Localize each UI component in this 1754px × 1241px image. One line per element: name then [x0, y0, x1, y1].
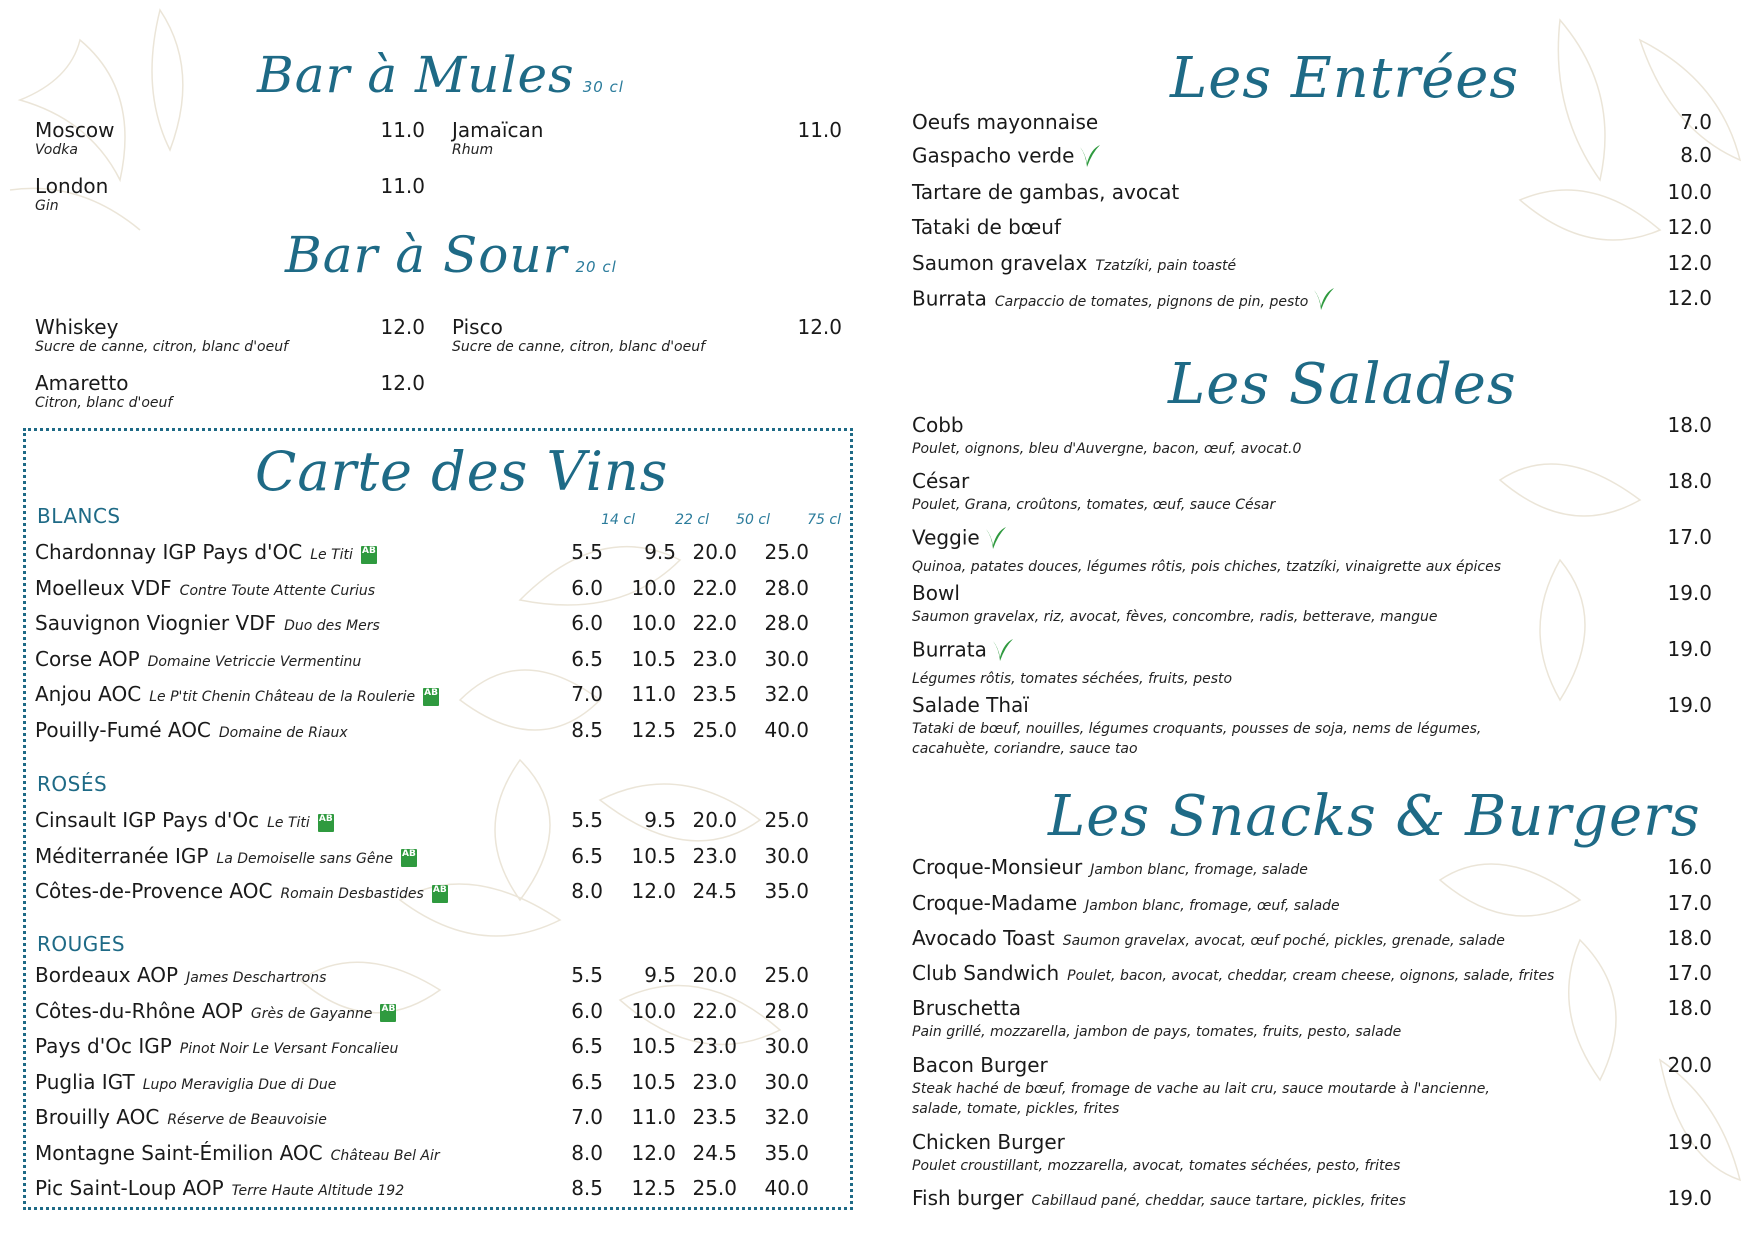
item-price: 19.0: [1667, 693, 1712, 717]
wine-name: [35, 576, 375, 600]
item-desc: Tzatzíki, pain toasté: [1095, 258, 1237, 274]
item-name: Pisco: [452, 315, 503, 339]
item-desc: Jambon blanc, fromage, salade: [1090, 862, 1308, 878]
wine-price: 20.0: [692, 540, 737, 564]
mule-jamaican: [452, 118, 842, 158]
item-price: 20.0: [1667, 1053, 1712, 1077]
item-price: 18.0: [1667, 469, 1712, 493]
wine-price: 25.0: [764, 963, 809, 987]
wine-price: 30.0: [764, 843, 809, 868]
sour-pisco: [452, 315, 842, 355]
item-desc: Poulet croustillant, mozzarella, avocat, tomates séchées, pesto, frites: [912, 1158, 1401, 1174]
wine-name: [35, 879, 448, 903]
menu-item: [912, 251, 1712, 275]
item-name: Croque-Monsieur: [912, 855, 1083, 879]
wine-price: 25.0: [764, 808, 809, 832]
item-name: Moscow: [35, 118, 115, 142]
wine-row: [35, 999, 835, 1029]
wine-price: 23.0: [692, 1069, 737, 1094]
wine-price: 7.0: [571, 682, 603, 706]
wine-price: 11.0: [631, 682, 676, 706]
wine-price: 10.5: [631, 843, 676, 868]
item-desc: Cabillaud pané, cheddar, sauce tartare, pickles, frites: [1031, 1193, 1406, 1209]
item-name: Oeufs mayonnaise: [912, 110, 1099, 134]
wine-price: 23.0: [692, 646, 737, 671]
wine-label: Moelleux VDF: [35, 575, 172, 600]
sour-title: Bar à Sour 20 cl: [285, 226, 617, 284]
wine-price: 20.0: [692, 808, 737, 832]
wine-price: 6.5: [571, 1069, 603, 1094]
item-price: 19.0: [1667, 1186, 1712, 1210]
wine-row: [35, 1105, 835, 1135]
item-name: Bowl: [912, 581, 960, 605]
sour-amaretto: [35, 371, 425, 411]
menu-item: [912, 1186, 1712, 1210]
wine-price: 10.0: [631, 611, 676, 635]
item-name: Saumon gravelax: [912, 251, 1088, 275]
item-price: 12.0: [380, 371, 425, 395]
wine-producer: La Demoiselle sans Gêne: [216, 850, 393, 867]
wine-price: 22.0: [692, 575, 737, 600]
wine-price: 9.5: [644, 963, 676, 987]
item-name: Tataki de bœuf: [912, 215, 1061, 239]
item-price: 12.0: [1667, 251, 1712, 275]
item-name: Bacon Burger: [912, 1053, 1048, 1077]
wine-label: Côtes-de-Provence AOC: [35, 879, 273, 903]
item-name: Gaspacho verde: [912, 143, 1075, 168]
wine-label: Bordeaux AOP: [35, 963, 179, 987]
wine-label: Côtes-du-Rhône AOP: [35, 998, 243, 1023]
mule-moscow: [35, 118, 425, 158]
wine-price: 8.5: [571, 717, 603, 742]
wine-price: 28.0: [764, 998, 809, 1023]
item-name: Burrata: [912, 637, 987, 662]
item-name: Avocado Toast: [912, 926, 1055, 950]
organic-ab-icon: AB: [423, 688, 439, 706]
wine-row: [35, 682, 835, 712]
menu-item: [912, 996, 1712, 1042]
wine-label: Pic Saint-Loup AOP: [35, 1176, 224, 1200]
item-name: Bruschetta: [912, 996, 1021, 1020]
wine-producer: Le P'tit Chenin Château de la Roulerie: [149, 689, 416, 705]
wine-price: 22.0: [692, 998, 737, 1023]
wine-price: 22.0: [692, 611, 737, 635]
item-desc: Légumes rôtis, tomates séchées, fruits, pesto: [912, 671, 1233, 687]
item-price: 11.0: [380, 118, 425, 142]
vegetarian-leaf-icon: [1312, 286, 1336, 316]
column-head-75cl: 75 cl: [807, 512, 841, 528]
column-head-14cl: 14 cl: [601, 512, 635, 528]
wine-producer: Domaine de Riaux: [218, 724, 348, 741]
item-desc: Jambon blanc, fromage, œuf, salade: [1085, 898, 1340, 914]
wine-label: Corse AOP: [35, 646, 140, 671]
item-price: 18.0: [1667, 996, 1712, 1020]
mules-title: Bar à Mules 30 cl: [257, 46, 624, 104]
wine-producer: Contre Toute Attente Curius: [179, 582, 376, 599]
item-price: 7.0: [1680, 110, 1712, 134]
item-name: Fish burger: [912, 1186, 1024, 1210]
wine-row: [35, 611, 835, 641]
wine-producer: Le Titi: [267, 815, 310, 831]
wine-producer: Château Bel Air: [330, 1147, 440, 1164]
wine-price: 32.0: [764, 1105, 809, 1129]
item-price: 18.0: [1667, 926, 1712, 950]
wine-price: 23.5: [692, 682, 737, 706]
item-price: 17.0: [1667, 891, 1712, 915]
wine-name: [35, 718, 348, 742]
item-desc: Citron, blanc d'oeuf: [35, 395, 173, 411]
item-desc: Vodka: [35, 142, 78, 158]
wine-row: [35, 1070, 835, 1100]
organic-ab-icon: AB: [361, 546, 377, 564]
item-desc: Poulet, bacon, avocat, cheddar, cream cheese, oignons, salade, frites: [1067, 968, 1555, 984]
wine-price: 23.5: [692, 1105, 737, 1129]
item-price: 17.0: [1667, 961, 1712, 985]
wine-row: [35, 844, 835, 874]
wine-label: Montagne Saint-Émilion AOC: [35, 1140, 323, 1165]
wine-price: 6.0: [571, 998, 603, 1023]
wine-producer: Grès de Gayanne: [250, 1005, 373, 1022]
item-desc: Poulet, Grana, croûtons, tomates, œuf, sauce César: [912, 497, 1276, 513]
organic-ab-icon: AB: [380, 1004, 396, 1022]
menu-item: [912, 1053, 1712, 1119]
menu-item: [912, 637, 1712, 689]
wine-price: 6.5: [571, 1034, 603, 1058]
item-price: 11.0: [380, 174, 425, 198]
wine-price: 20.0: [692, 963, 737, 987]
wine-row: [35, 1034, 835, 1064]
item-name: Croque-Madame: [912, 891, 1078, 915]
wine-name: [35, 963, 326, 987]
item-desc: Pain grillé, mozzarella, jambon de pays, tomates, fruits, pesto, salade: [912, 1024, 1402, 1040]
wine-row: [35, 1176, 835, 1206]
item-name: Chicken Burger: [912, 1130, 1065, 1154]
wine-producer: Domaine Vetriccie Vermentinu: [147, 653, 362, 670]
organic-ab-icon: AB: [432, 885, 448, 903]
organic-ab-icon: AB: [401, 849, 417, 867]
wine-row: [35, 540, 835, 570]
menu-item: [912, 469, 1712, 515]
wine-price: 6.5: [571, 843, 603, 868]
vegetarian-leaf-icon: [984, 525, 1008, 555]
wine-price: 10.0: [631, 998, 676, 1023]
wine-price: 12.5: [631, 1176, 676, 1200]
wine-price: 6.0: [571, 575, 603, 600]
wine-name: [35, 1105, 327, 1129]
item-price: 12.0: [380, 315, 425, 339]
wine-label: Brouilly AOC: [35, 1105, 160, 1129]
item-name: Salade Thaï: [912, 693, 1029, 717]
wine-price: 8.0: [571, 879, 603, 903]
wine-label: Méditerranée IGP: [35, 843, 209, 868]
wine-price: 10.5: [631, 646, 676, 671]
column-head-50cl: 50 cl: [736, 512, 770, 528]
wine-price: 5.5: [571, 540, 603, 564]
wine-price: 12.0: [631, 879, 676, 903]
item-name: London: [35, 174, 109, 198]
mules-volume: 30 cl: [582, 78, 624, 96]
menu-item: [912, 413, 1712, 459]
wine-price: 10.5: [631, 1034, 676, 1058]
wine-price: 25.0: [692, 717, 737, 742]
item-name: Whiskey: [35, 315, 119, 339]
menu-item: [912, 1130, 1712, 1176]
item-desc: Tataki de bœuf, nouilles, légumes croquants, pousses de soja, nems de légumes,: [912, 721, 1482, 737]
wine-producer: Lupo Meraviglia Due di Due: [142, 1076, 337, 1093]
item-name: Burrata: [912, 286, 987, 311]
menu-item: [912, 286, 1712, 316]
wine-row: [35, 718, 835, 748]
item-desc: Gin: [35, 198, 59, 214]
vegetarian-leaf-icon: [1078, 143, 1102, 173]
menu-item: [912, 926, 1712, 950]
wine-row: [35, 808, 835, 838]
wine-name: [35, 1070, 336, 1094]
wine-name: [35, 1141, 440, 1165]
wine-row: [35, 879, 835, 909]
wine-name: [35, 999, 396, 1023]
item-price: 11.0: [797, 118, 842, 142]
wine-producer: Le Titi: [310, 547, 353, 563]
wine-price: 35.0: [764, 1140, 809, 1165]
wine-producer: Romain Desbastides: [280, 886, 424, 902]
item-name: Amaretto: [35, 371, 129, 395]
wine-name: [35, 647, 361, 671]
wine-price: 35.0: [764, 879, 809, 903]
wine-price: 28.0: [764, 575, 809, 600]
wine-label: Pays d'Oc IGP: [35, 1034, 172, 1058]
menu-item: [912, 525, 1712, 577]
wine-price: 9.5: [644, 808, 676, 832]
wine-row: [35, 576, 835, 606]
menu-item: [912, 961, 1712, 985]
item-price: 12.0: [797, 315, 842, 339]
wine-price: 10.5: [631, 1069, 676, 1094]
item-price: 19.0: [1667, 1130, 1712, 1154]
menu-item: [912, 693, 1712, 759]
wine-producer: James Deschartrons: [186, 970, 327, 986]
wine-producer: Réserve de Beauvoisie: [167, 1112, 327, 1128]
wine-price: 8.5: [571, 1176, 603, 1200]
item-name: Veggie: [912, 525, 980, 550]
wine-price: 11.0: [631, 1105, 676, 1129]
item-price: 19.0: [1667, 581, 1712, 605]
item-desc: Sucre de canne, citron, blanc d'oeuf: [452, 339, 706, 355]
column-head-22cl: 22 cl: [675, 512, 709, 528]
wine-name: [35, 1176, 404, 1200]
wine-price: 9.5: [644, 540, 676, 564]
wine-producer: Pinot Noir Le Versant Foncalieu: [179, 1041, 399, 1057]
wine-price: 28.0: [764, 611, 809, 635]
wine-price: 7.0: [571, 1105, 603, 1129]
sour-whiskey: [35, 315, 425, 355]
menu-item: [912, 855, 1712, 879]
organic-ab-icon: AB: [318, 814, 334, 832]
section-rouges: ROUGES: [37, 932, 126, 956]
wine-price: 25.0: [764, 540, 809, 564]
wine-name: [35, 1034, 398, 1058]
salades-title: Les Salades: [1168, 352, 1517, 417]
wine-row: [35, 1141, 835, 1171]
item-name: Cobb: [912, 413, 964, 437]
wine-price: 5.5: [571, 808, 603, 832]
wines-title: Carte des Vins: [255, 440, 669, 503]
section-roses: ROSÉS: [37, 772, 108, 796]
wine-price: 8.0: [571, 1140, 603, 1165]
wine-price: 30.0: [764, 1034, 809, 1058]
item-price: 8.0: [1680, 143, 1712, 167]
wine-price: 6.5: [571, 646, 603, 671]
wine-label: Chardonnay IGP Pays d'OC: [35, 540, 303, 564]
item-price: 19.0: [1667, 637, 1712, 661]
wine-producer: Terre Haute Altitude 192: [231, 1183, 405, 1199]
wine-price: 25.0: [692, 1176, 737, 1200]
wine-price: 30.0: [764, 1069, 809, 1094]
wine-row: [35, 963, 835, 993]
wine-price: 30.0: [764, 646, 809, 671]
item-desc: Carpaccio de tomates, pignons de pin, pesto: [994, 293, 1309, 310]
menu-item: [912, 110, 1712, 134]
wine-price: 12.5: [631, 717, 676, 742]
wine-price: 5.5: [571, 963, 603, 987]
menu-item: [912, 143, 1712, 173]
item-name: Tartare de gambas, avocat: [912, 180, 1180, 204]
right-column: [912, 0, 1712, 1241]
wine-label: Pouilly-Fumé AOC: [35, 717, 211, 742]
wine-price: 23.0: [692, 1034, 737, 1058]
item-price: 12.0: [1667, 286, 1712, 310]
item-price: 12.0: [1667, 215, 1712, 239]
wine-price: 40.0: [764, 1176, 809, 1200]
wine-name: [35, 611, 380, 635]
item-price: 18.0: [1667, 413, 1712, 437]
wine-price: 24.5: [692, 1140, 737, 1165]
wine-price: 32.0: [764, 682, 809, 706]
item-price: 10.0: [1667, 180, 1712, 204]
item-desc-continued: salade, tomate, pickles, frites: [912, 1101, 1120, 1117]
wine-price: 40.0: [764, 717, 809, 742]
wine-price: 6.0: [571, 611, 603, 635]
section-blancs: BLANCS: [37, 504, 121, 528]
menu-item: [912, 215, 1712, 239]
wine-label: Puglia IGT: [35, 1069, 135, 1094]
vegetarian-leaf-icon: [991, 637, 1015, 667]
item-desc: Steak haché de bœuf, fromage de vache au lait cru, sauce moutarde à l'ancienne,: [912, 1081, 1490, 1097]
wine-price: 10.0: [631, 575, 676, 600]
wine-name: [35, 682, 439, 706]
item-desc: Rhum: [452, 142, 494, 158]
wine-label: Anjou AOC: [35, 682, 142, 706]
wine-label: Sauvignon Viognier VDF: [35, 611, 277, 635]
wine-price: 23.0: [692, 843, 737, 868]
menu-item: [912, 891, 1712, 915]
wine-producer: Duo des Mers: [284, 618, 380, 634]
wine-row: [35, 647, 835, 677]
wine-name: [35, 808, 334, 832]
item-name: Jamaïcan: [452, 118, 544, 142]
item-desc: Poulet, oignons, bleu d'Auvergne, bacon, œuf, avocat.0: [912, 441, 1302, 457]
item-desc: Saumon gravelax, riz, avocat, fèves, concombre, radis, betterave, mangue: [912, 609, 1438, 625]
item-desc: Saumon gravelax, avocat, œuf poché, pickles, grenade, salade: [1062, 933, 1505, 949]
wine-name: [35, 844, 417, 868]
menu-item: [912, 581, 1712, 627]
snacks-title: Les Snacks & Burgers: [1048, 784, 1701, 849]
item-price: 17.0: [1667, 525, 1712, 549]
wine-price: 24.5: [692, 879, 737, 903]
menu-item: [912, 180, 1712, 204]
item-name: César: [912, 469, 970, 493]
mule-london: [35, 174, 425, 214]
item-desc-continued: cacahuète, coriandre, sauce tao: [912, 741, 1138, 757]
left-column: [35, 0, 850, 1241]
item-desc: Sucre de canne, citron, blanc d'oeuf: [35, 339, 289, 355]
entrees-title: Les Entrées: [1170, 46, 1520, 111]
item-name: Club Sandwich: [912, 961, 1060, 985]
wine-name: [35, 540, 377, 564]
sour-volume: 20 cl: [575, 258, 617, 276]
item-price: 16.0: [1667, 855, 1712, 879]
item-desc: Quinoa, patates douces, légumes rôtis, pois chiches, tzatzíki, vinaigrette aux épices: [912, 559, 1502, 575]
wine-label: Cinsault IGP Pays d'Oc: [35, 808, 260, 832]
wine-price: 12.0: [631, 1140, 676, 1165]
